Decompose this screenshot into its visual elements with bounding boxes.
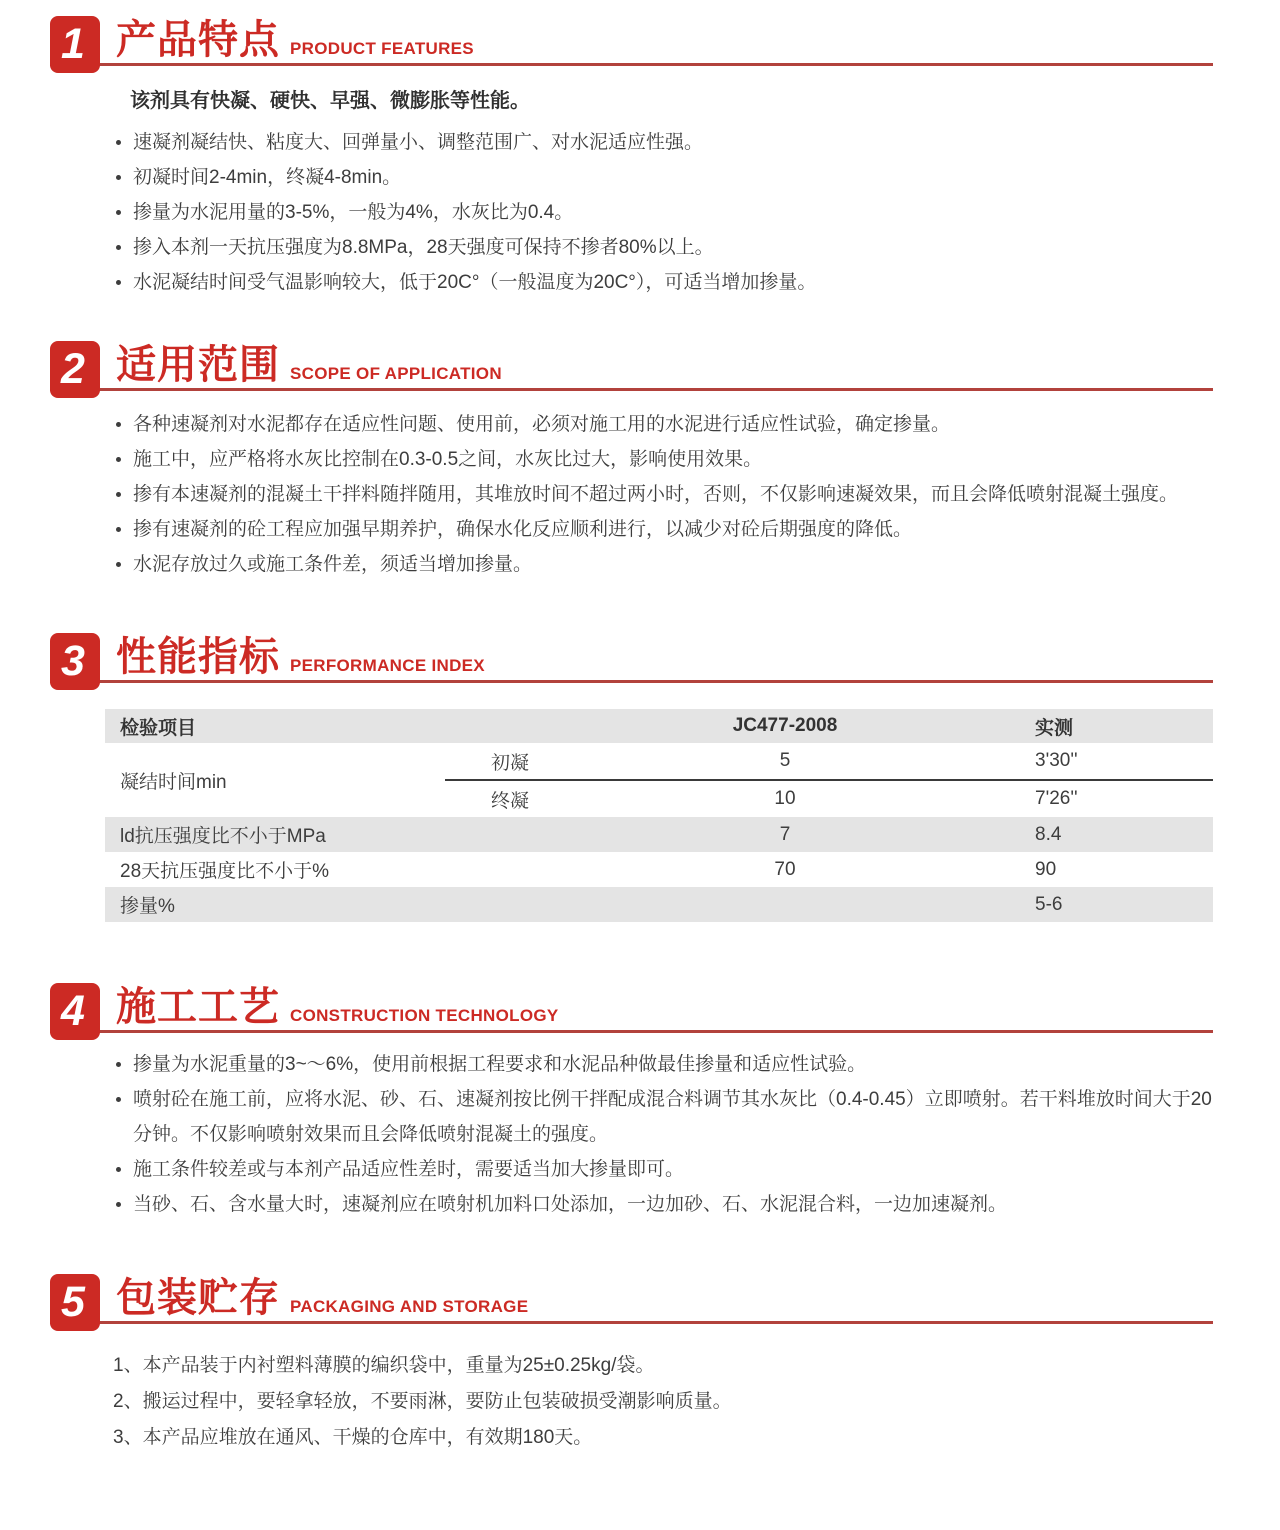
cell-standard: 5	[779, 750, 791, 771]
bullet-item: 掺量为水泥重量的3~～6%，使用前根据工程要求和水泥品种做最佳掺量和适应性试验。	[113, 1047, 1218, 1082]
section-3-header	[50, 633, 1213, 683]
section-1-body	[113, 84, 1218, 300]
table-row	[105, 743, 1213, 780]
section-5-body	[113, 1348, 1218, 1456]
table-row	[105, 887, 1213, 922]
section-4-body	[113, 1047, 1218, 1222]
table-header-row	[105, 709, 1213, 743]
section-2-header	[50, 341, 1213, 391]
product-spec-page	[0, 16, 1280, 1530]
section-4-header	[50, 983, 1213, 1033]
section-performance-index	[0, 633, 1280, 922]
bullet-item: 各种速凝剂对水泥都存在适应性问题、使用前，必须对施工用的水泥进行适应性试验，确定掺量。	[113, 407, 1218, 442]
section-5-number: 5	[61, 1278, 85, 1326]
numbered-item: 3、本产品应堆放在通风、干燥的仓库中，有效期180天。	[113, 1427, 593, 1448]
sub-row-label: 初凝	[490, 752, 529, 774]
table-row	[105, 852, 1213, 887]
col-header-item: 检验项目	[105, 709, 445, 743]
bullet-item: 掺量为水泥用量的3-5%，一般为4%，水灰比为0.4。	[113, 195, 1218, 230]
section-1-number-badge	[50, 16, 100, 73]
section-1-bullet-list	[113, 125, 1218, 300]
section-1-subtitle-en: PRODUCT FEATURES	[290, 39, 474, 58]
section-2-bullet-list	[113, 407, 1218, 582]
bullet-item: 掺有速凝剂的砼工程应加强早期养护，确保水化反应顺利进行，以减少对砼后期强度的降低。	[113, 512, 1218, 547]
section-packaging-and-storage	[0, 1274, 1280, 1456]
performance-index-table	[105, 709, 1213, 922]
section-4-title: 施工工艺	[116, 985, 280, 1029]
bullet-item: 当砂、石、含水量大时，速凝剂应在喷射机加料口处添加，一边加砂、石、水泥混合料，一边加速凝剂。	[113, 1187, 1218, 1222]
section-4-subtitle-en: CONSTRUCTION TECHNOLOGY	[290, 1006, 559, 1025]
cell-standard: 70	[774, 858, 796, 880]
section-2-number-badge	[50, 341, 100, 398]
cell-measured: 7'26''	[995, 780, 1213, 817]
section-4-number: 4	[61, 987, 85, 1035]
section-2-number: 2	[61, 345, 85, 393]
section-4-bullet-list	[113, 1047, 1218, 1222]
section-5-number-badge	[50, 1274, 100, 1331]
cell-measured: 3'30''	[1035, 750, 1078, 771]
section-5-header	[50, 1274, 1213, 1324]
cell-measured: 90	[1035, 858, 1057, 880]
section-1-title: 产品特点	[116, 18, 280, 62]
section-3-title: 性能指标	[116, 635, 280, 679]
bullet-item: 速凝剂凝结快、粘度大、回弹量小、调整范围广、对水泥适应性强。	[113, 125, 1218, 160]
row-label: ld抗压强度比不小于MPa	[105, 817, 445, 852]
section-2-body	[113, 407, 1218, 582]
section-1-number: 1	[61, 20, 85, 68]
numbered-item: 2、搬运过程中，要轻拿轻放，不要雨淋，要防止包装破损受潮影响质量。	[113, 1391, 732, 1412]
section-3-number-badge	[50, 633, 100, 690]
numbered-item: 1、本产品装于内衬塑料薄膜的编织袋中，重量为25±0.25kg/袋。	[113, 1355, 655, 1376]
bullet-item: 水泥凝结时间受气温影响较大，低于20C°（一般温度为20C°），可适当增加掺量。	[113, 265, 1218, 300]
bullet-item: 初凝时间2-4min，终凝4-8min。	[113, 160, 1218, 195]
section-5-numbered-list	[113, 1348, 1218, 1456]
section-2-subtitle-en: SCOPE OF APPLICATION	[290, 364, 502, 383]
section-4-number-badge	[50, 983, 100, 1040]
bullet-item: 掺有本速凝剂的混凝土干拌料随拌随用，其堆放时间不超过两小时，否则，不仅影响速凝效果，而且会降低喷射混凝土强度。	[113, 477, 1218, 512]
cell-standard: 10	[575, 780, 995, 817]
section-1-header	[50, 16, 1213, 66]
section-5-subtitle-en: PACKAGING AND STORAGE	[290, 1297, 529, 1316]
bullet-item: 施工条件较差或与本剂产品适应性差时，需要适当加大掺量即可。	[113, 1152, 1218, 1187]
bullet-item: 水泥存放过久或施工条件差，须适当增加掺量。	[113, 547, 1218, 582]
cell-standard: 7	[575, 817, 995, 852]
col-header-measured: 实测	[995, 709, 1213, 743]
section-product-features	[0, 16, 1280, 300]
row-label-setting-time: 凝结时间min	[120, 771, 227, 793]
bullet-item: 掺入本剂一天抗压强度为8.8MPa，28天强度可保持不掺者80%以上。	[113, 230, 1218, 265]
col-header-standard: JC477-2008	[575, 709, 995, 743]
bullet-item: 施工中，应严格将水灰比控制在0.3-0.5之间，水灰比过大，影响使用效果。	[113, 442, 1218, 477]
row-label: 掺量%	[105, 887, 445, 922]
table-row	[105, 817, 1213, 852]
section-3-subtitle-en: PERFORMANCE INDEX	[290, 656, 485, 675]
section-construction-technology	[0, 983, 1280, 1222]
section-2-title: 适用范围	[116, 343, 280, 387]
bullet-item: 喷射砼在施工前，应将水泥、砂、石、速凝剂按比例干拌配成混合料调节其水灰比（0.4-0.45）立即喷射。若干料堆放时间大于20分钟。不仅影响喷射效果而且会降低喷射混凝土的强度。	[113, 1082, 1218, 1152]
cell-measured: 5-6	[995, 887, 1213, 922]
cell-standard	[575, 887, 995, 922]
row-label: 28天抗压强度比不小于%	[120, 861, 330, 882]
section-3-number: 3	[61, 637, 85, 685]
section-scope-of-application	[0, 341, 1280, 582]
section-5-title: 包装贮存	[116, 1276, 280, 1320]
sub-row-label: 终凝	[445, 780, 575, 817]
cell-measured: 8.4	[995, 817, 1213, 852]
section-1-intro: 该剂具有快凝、硬快、早强、微膨胀等性能。	[130, 90, 530, 112]
